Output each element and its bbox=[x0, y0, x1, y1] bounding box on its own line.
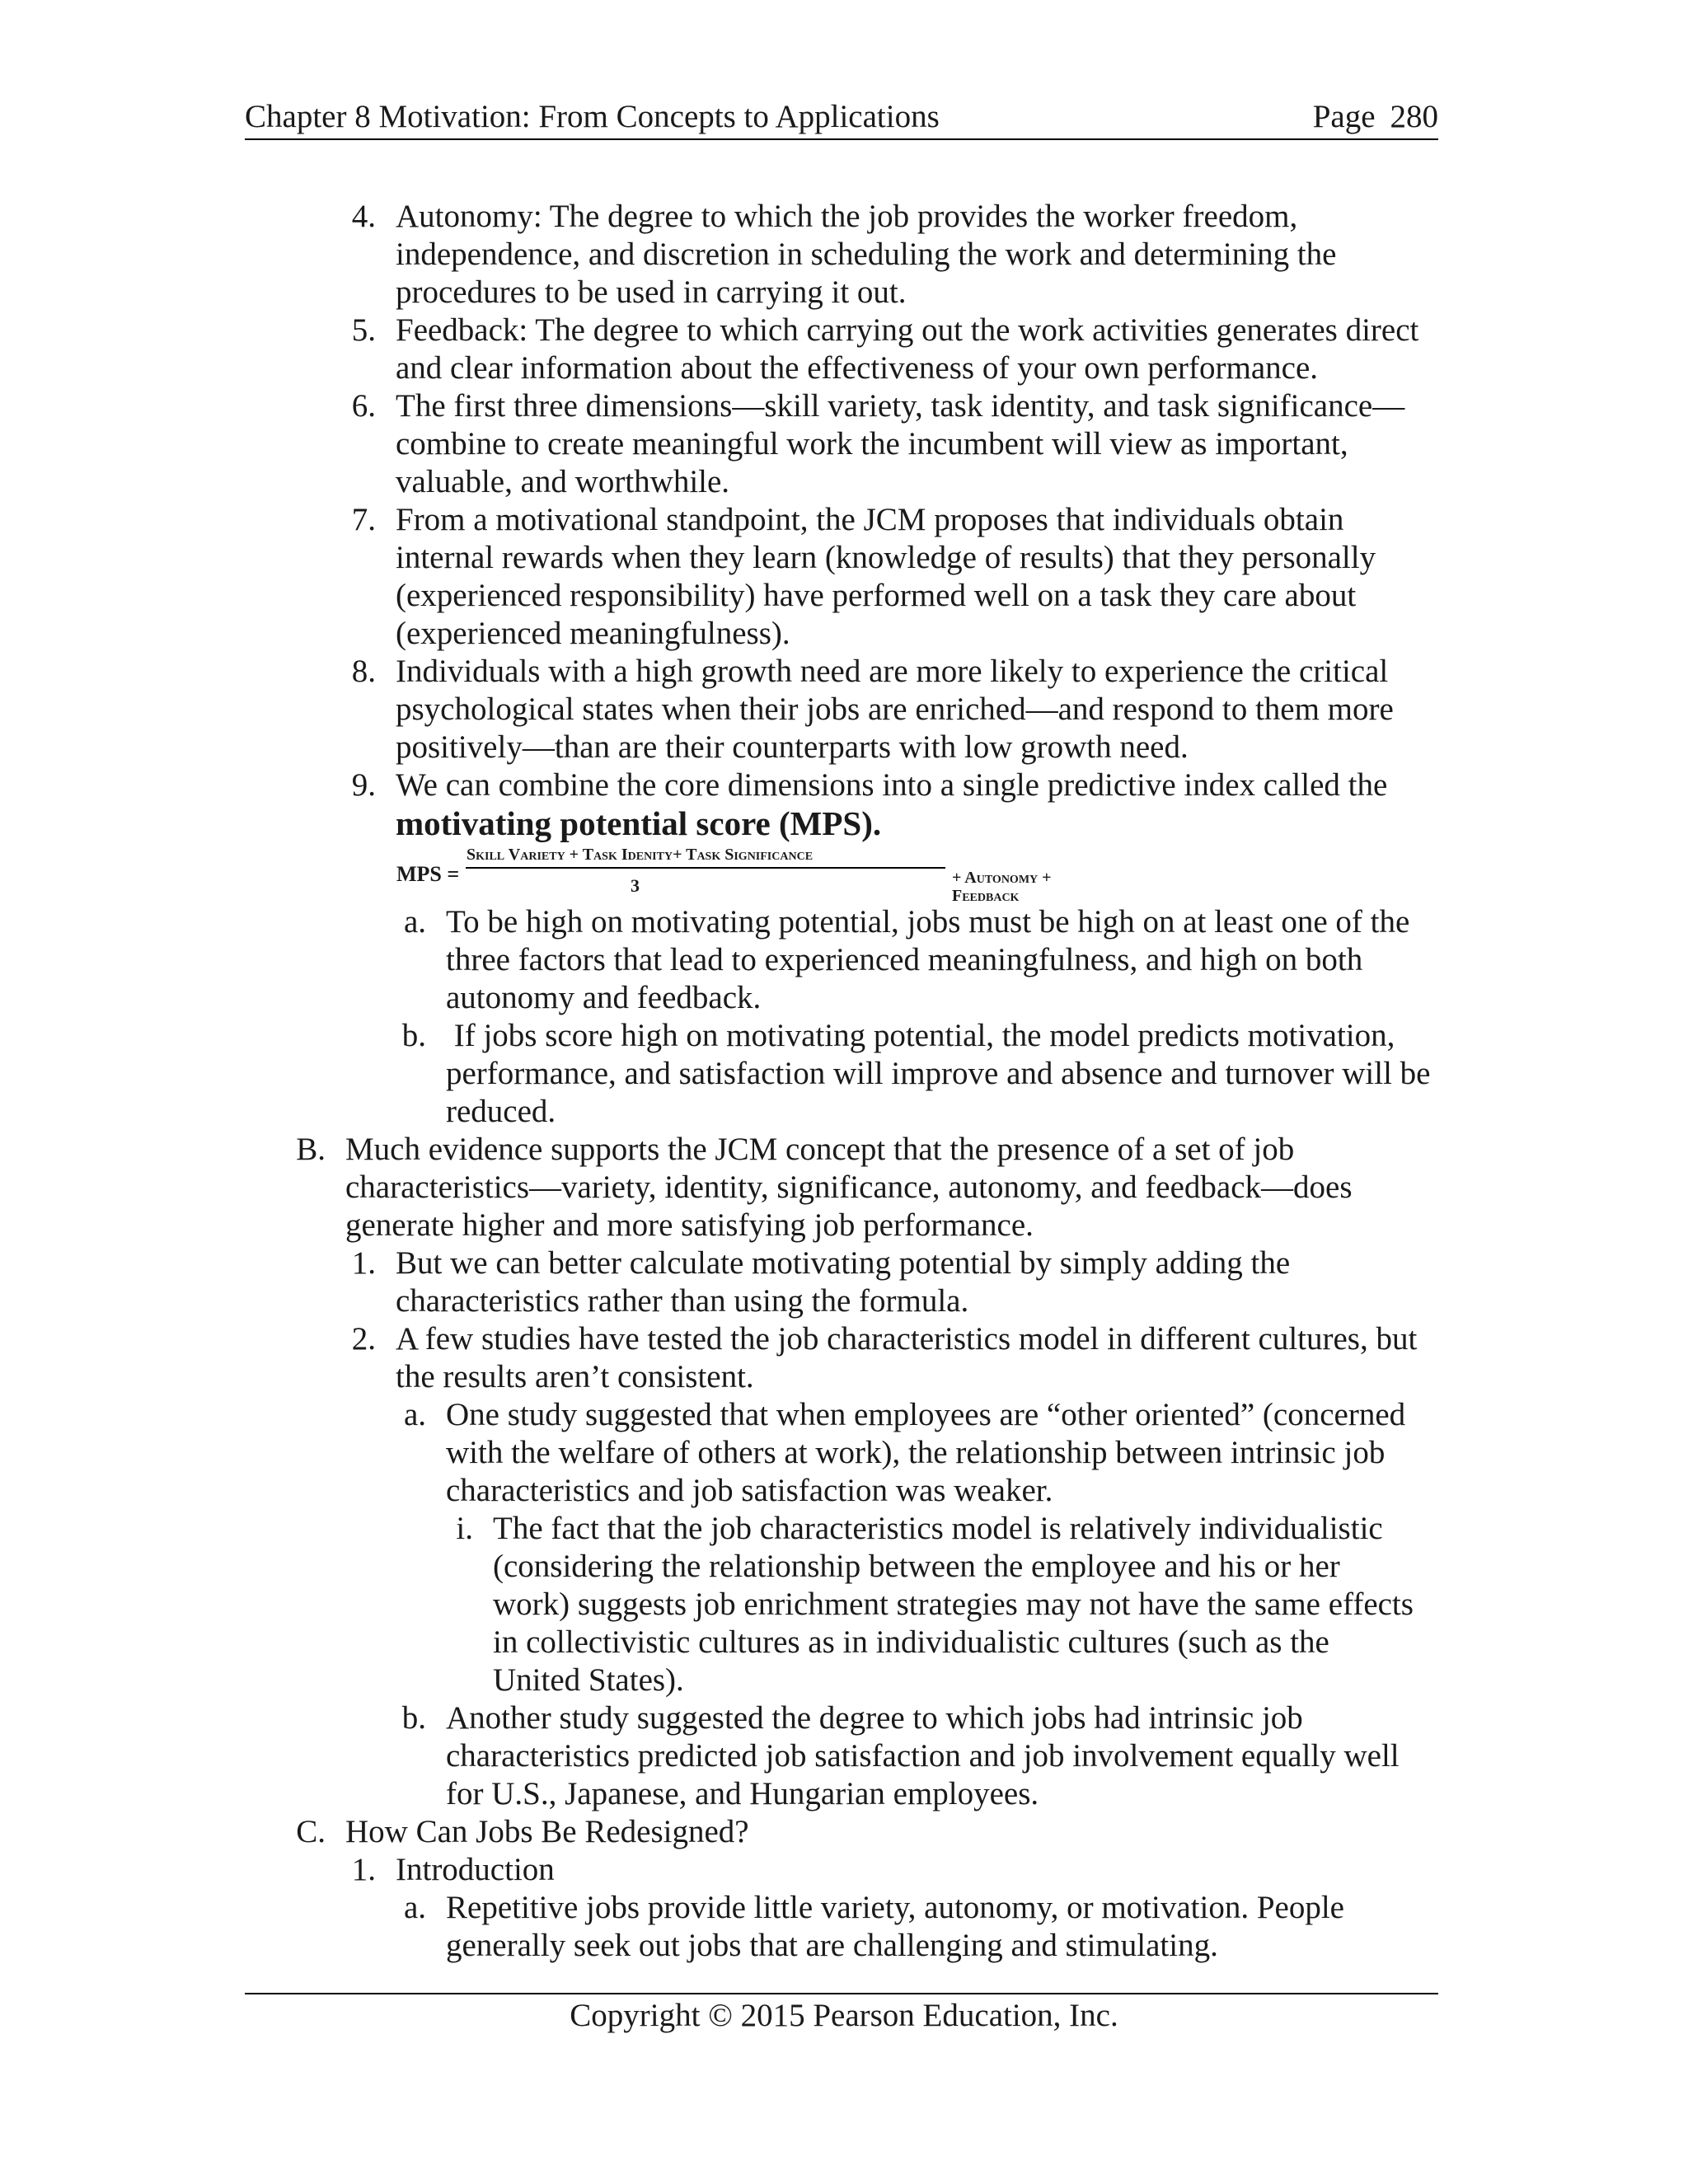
item-text: How Can Jobs Be Redesigned? bbox=[345, 1814, 749, 1849]
list-item bbox=[0, 653, 1688, 766]
mps-formula bbox=[396, 844, 1105, 903]
fraction-bar bbox=[466, 867, 945, 869]
item-label: C. bbox=[296, 1814, 326, 1849]
list-item bbox=[0, 387, 1688, 501]
page-number: 280 bbox=[1390, 99, 1438, 134]
formula-denominator: 3 bbox=[631, 875, 640, 896]
item-text: We can combine the core dimensions into a single predictive index called the bbox=[396, 767, 1388, 803]
page-header bbox=[245, 97, 1438, 140]
item-label: 1. bbox=[351, 1852, 376, 1887]
list-item bbox=[0, 312, 1688, 387]
list-item bbox=[0, 1131, 1688, 1244]
item-text: The first three dimensions—skill variety, task identity, and task significance—combine to create meaningful work the incumbent will view as important, valuable, and worthwhile. bbox=[396, 388, 1405, 499]
item-label: b. bbox=[401, 1018, 426, 1053]
outline-content bbox=[0, 198, 1688, 1965]
item-text: A few studies have tested the job characteristics model in different cultures, but the results aren’t consistent. bbox=[396, 1321, 1418, 1394]
list-item bbox=[0, 1813, 1688, 1851]
item-label: a. bbox=[403, 1890, 426, 1925]
item-label: 2. bbox=[351, 1321, 376, 1357]
item-text: Individuals with a high growth need are more likely to experience the critical psychological states when their jobs are enriched—and respond to them more positively—than are their counterparts with low growth need. bbox=[396, 654, 1394, 765]
list-item bbox=[0, 1851, 1688, 1889]
item-text: From a motivational standpoint, the JCM proposes that individuals obtain internal rewards when they learn (knowledge of results) that they personally (experienced responsibility) have performed well on a task they care about (experienced meaningfulness). bbox=[396, 502, 1376, 651]
item-label: 6. bbox=[351, 388, 376, 424]
item-text: One study suggested that when employees are “other oriented” (concerned with the welfare of others at work), the relationship between intrinsic job characteristics and job satisfaction was weaker. bbox=[446, 1397, 1406, 1508]
item-text: But we can better calculate motivating potential by simply adding the characteristics rather than using the formula. bbox=[396, 1245, 1291, 1319]
item-label: 1. bbox=[351, 1245, 376, 1281]
item-label: 5. bbox=[351, 312, 376, 348]
list-item bbox=[0, 903, 1688, 1017]
list-item bbox=[0, 766, 1688, 844]
list-item bbox=[0, 1017, 1688, 1131]
list-item bbox=[0, 1244, 1688, 1320]
mps-term: motivating potential score (MPS). bbox=[396, 804, 882, 842]
item-text: Feedback: The degree to which carrying out the work activities generates direct and clear information about the effectiveness of your own performance. bbox=[396, 312, 1419, 386]
item-text: Repetitive jobs provide little variety, autonomy, or motivation. People generally seek out jobs that are challenging and stimulating. bbox=[446, 1890, 1344, 1963]
item-text: To be high on motivating potential, jobs must be high on at least one of the three factors that lead to experienced meaningfulness, and high on both autonomy and feedback. bbox=[446, 904, 1410, 1015]
formula-lhs: MPS = bbox=[396, 862, 460, 886]
item-label: 8. bbox=[351, 654, 376, 689]
item-label: a. bbox=[403, 904, 426, 940]
formula-numerator: Skill Variety + Task Idenity+ Task Significance bbox=[467, 846, 814, 864]
formula-rest: + Autonomy + Feedback bbox=[952, 869, 1052, 905]
item-text: The fact that the job characteristics model is relatively individualistic (considering the relationship between the employee and his or her work) suggests job enrichment strategies may not have the same effects in collectivistic cultures as in individualistic cultures (such as the United States). bbox=[493, 1511, 1414, 1698]
item-text: Introduction bbox=[396, 1852, 555, 1887]
item-text: Another study suggested the degree to which jobs had intrinsic job characteristics predicted job satisfaction and job involvement equally well for U.S., Japanese, and Hungarian employees. bbox=[446, 1700, 1400, 1811]
item-label: 9. bbox=[351, 767, 376, 803]
list-item bbox=[0, 501, 1688, 653]
item-label: i. bbox=[456, 1511, 473, 1546]
page-label: Page bbox=[1312, 99, 1376, 134]
list-item bbox=[0, 198, 1688, 312]
item-text-group bbox=[396, 766, 1434, 844]
list-item bbox=[0, 1699, 1688, 1813]
list-item bbox=[0, 1396, 1688, 1510]
page-indicator bbox=[1313, 97, 1438, 137]
item-text: If jobs score high on motivating potential, the model predicts motivation, performance, and satisfaction will improve and absence and turnover will be reduced. bbox=[446, 1018, 1439, 1129]
footer-divider bbox=[245, 1993, 1438, 1994]
item-text: Much evidence supports the JCM concept that the presence of a set of job characteristics—variety, identity, significance, autonomy, and feedback—does generate higher and more satisfying job performance. bbox=[345, 1132, 1353, 1243]
list-item bbox=[0, 1889, 1688, 1965]
item-label: 4. bbox=[351, 199, 376, 234]
chapter-title: Chapter 8 Motivation: From Concepts to Applications bbox=[245, 99, 940, 134]
item-label: B. bbox=[296, 1132, 326, 1167]
item-label: 7. bbox=[351, 502, 376, 537]
item-label: b. bbox=[401, 1700, 426, 1736]
list-item bbox=[0, 1510, 1688, 1699]
list-item bbox=[0, 1320, 1688, 1396]
item-label: a. bbox=[403, 1397, 426, 1432]
item-text: Autonomy: The degree to which the job provides the worker freedom, independence, and discretion in scheduling the work and determining the procedures to be used in carrying it out. bbox=[396, 199, 1337, 310]
copyright-footer: Copyright © 2015 Pearson Education, Inc. bbox=[570, 1998, 1118, 2033]
